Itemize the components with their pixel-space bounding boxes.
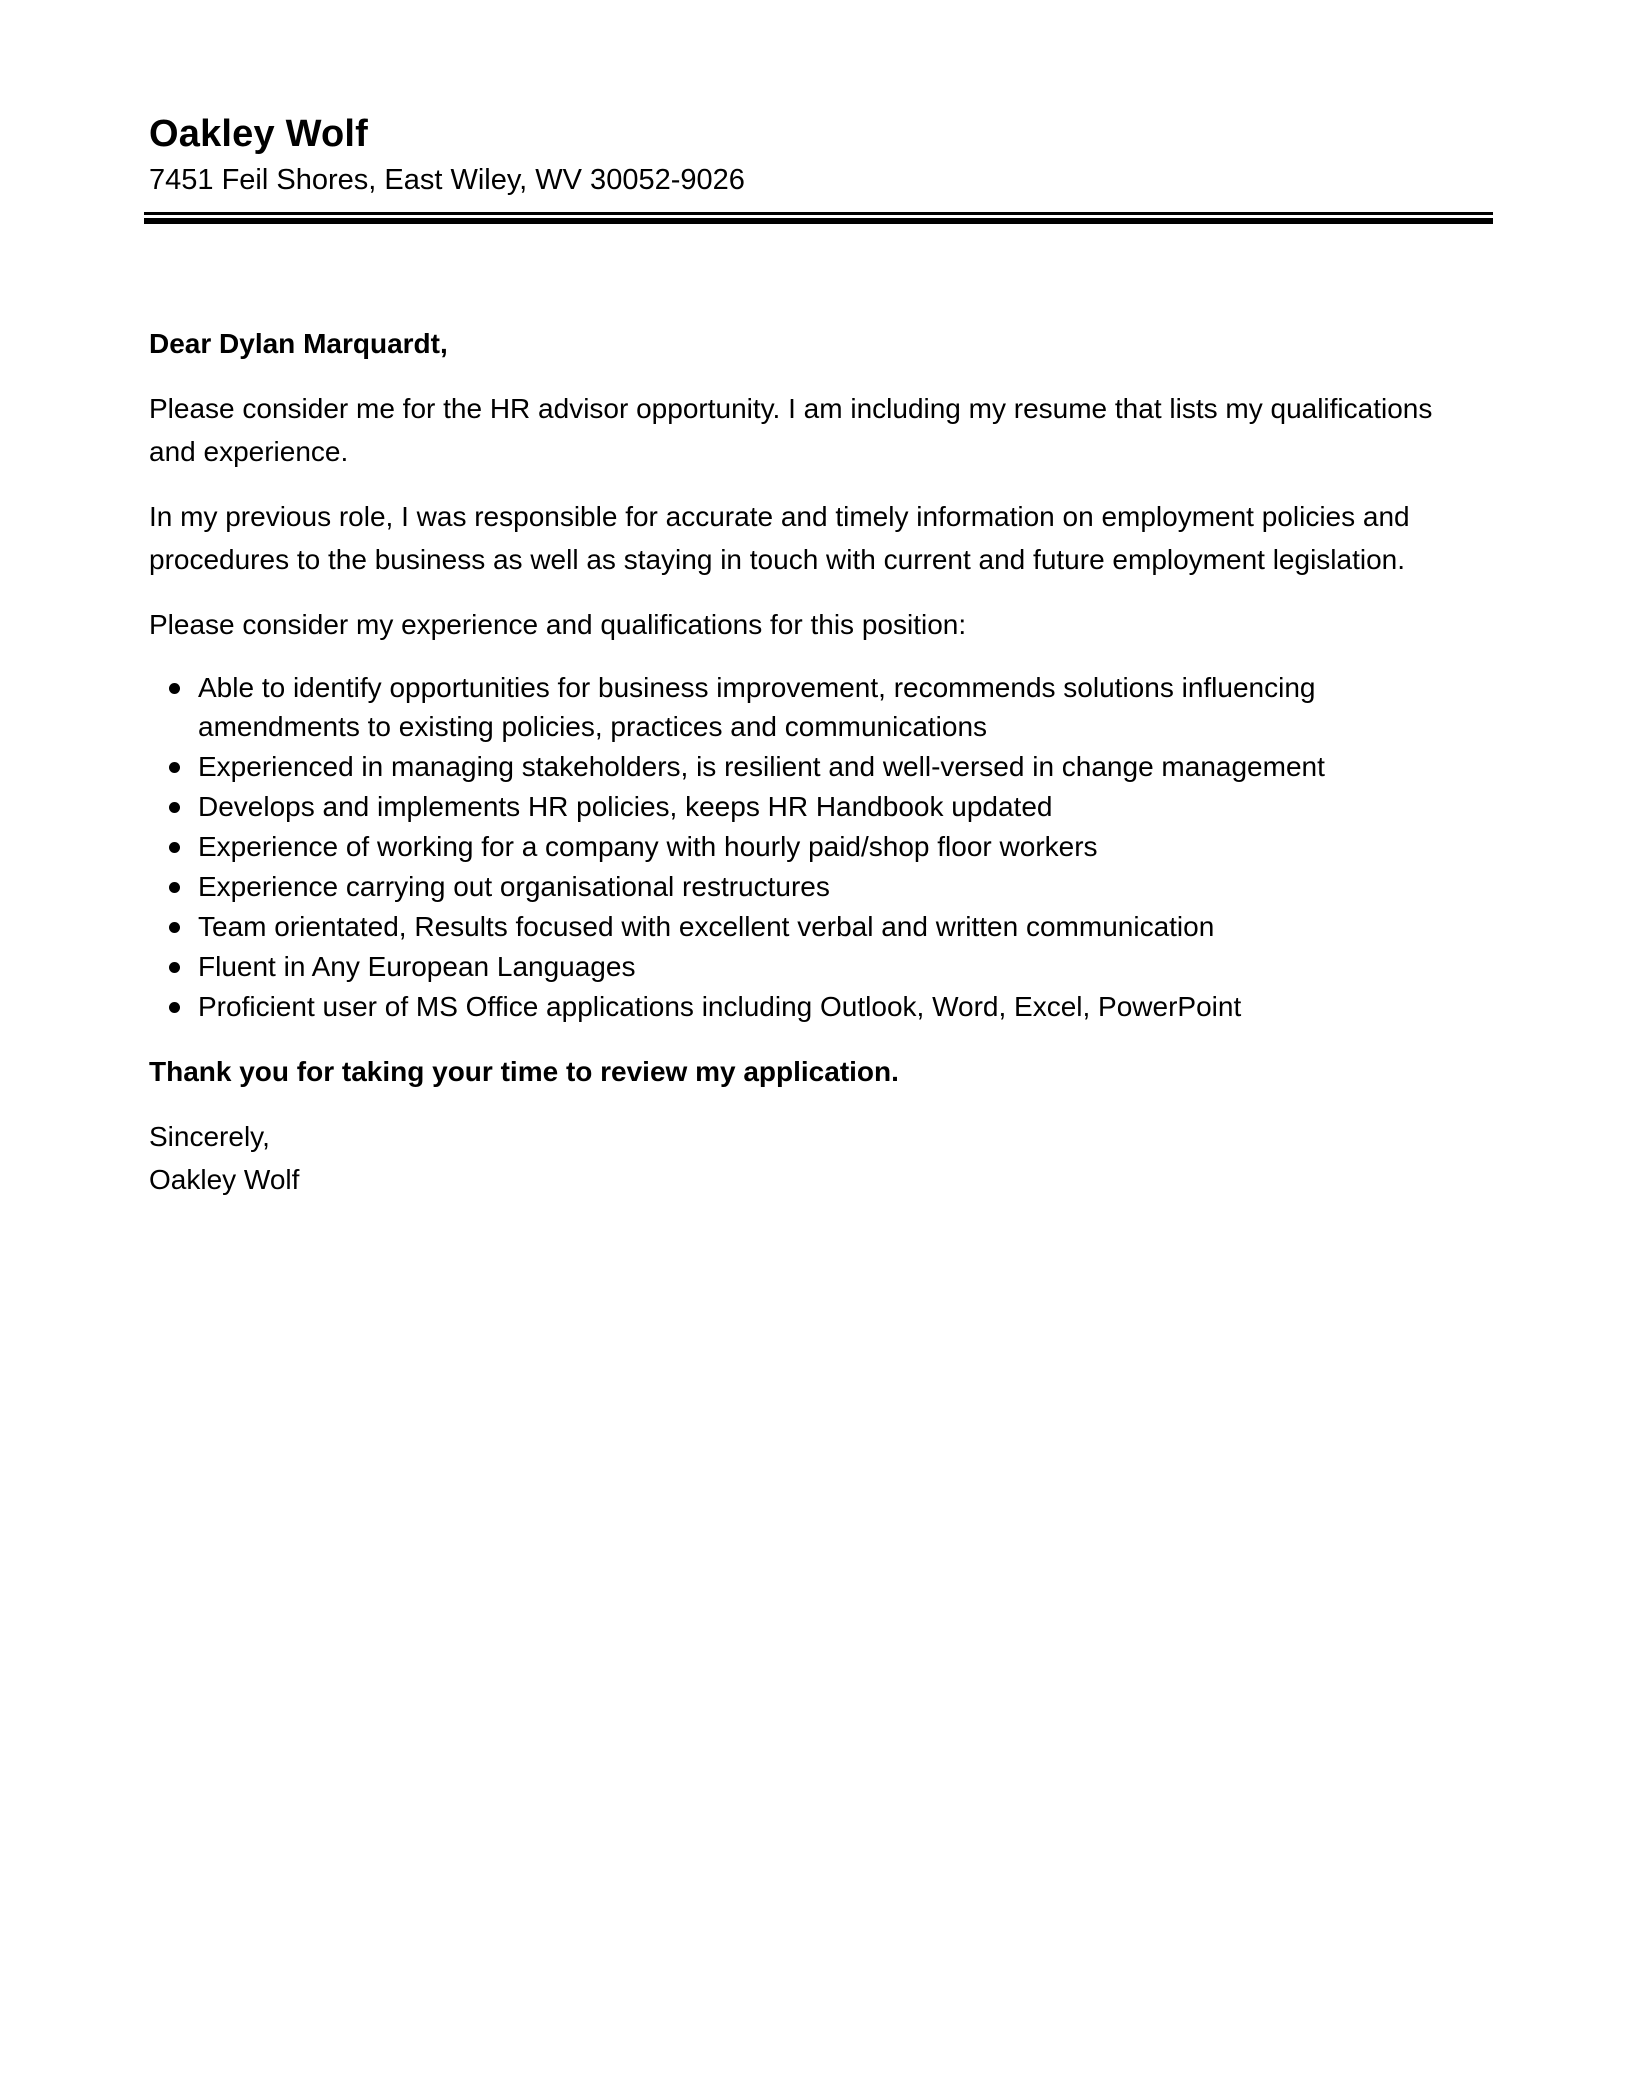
list-item: [149, 668, 1418, 746]
list-item-text: Fluent in Any European Languages: [198, 951, 636, 982]
list-item: [149, 747, 1418, 786]
header-divider: [144, 212, 1493, 224]
bullet-icon: [169, 762, 180, 773]
salutation: Dear Dylan Marquardt,: [149, 328, 448, 359]
letter-header: [149, 108, 1489, 200]
thanks-line: Thank you for taking your time to review my application.: [149, 1056, 899, 1087]
experience-paragraph: In my previous role, I was responsible for accurate and timely information on employment policies and procedures to the business as well as staying in touch with current and future employment legislation.: [149, 501, 1410, 575]
list-item: [149, 867, 1418, 906]
list-item-text: Team orientated, Results focused with excellent verbal and written communication: [198, 911, 1215, 942]
bullet-icon: [169, 683, 180, 694]
list-item-text: Experience of working for a company with hourly paid/shop floor workers: [198, 831, 1098, 862]
signature-name: Oakley Wolf: [149, 1164, 300, 1195]
list-item: [149, 827, 1418, 866]
list-item: [149, 947, 1418, 986]
sender-address: 7451 Feil Shores, East Wiley, WV 30052-9026: [149, 164, 745, 196]
list-item: [149, 787, 1418, 826]
bullet-icon: [169, 842, 180, 853]
list-item-text: Develops and implements HR policies, keeps HR Handbook updated: [198, 791, 1053, 822]
bullet-icon: [169, 802, 180, 813]
bullet-icon: [169, 922, 180, 933]
intro-paragraph: Please consider me for the HR advisor opportunity. I am including my resume that lists my qualifications and experience.: [149, 393, 1433, 467]
list-item: [149, 907, 1418, 946]
closing: Sincerely,: [149, 1121, 270, 1152]
bullet-icon: [169, 882, 180, 893]
letter-body: [149, 322, 1469, 1201]
sender-name: Oakley Wolf: [149, 113, 369, 155]
bullet-icon: [169, 962, 180, 973]
list-item: [149, 987, 1418, 1026]
divider-thick-line: [144, 218, 1493, 224]
list-item-text: Experienced in managing stakeholders, is resilient and well-versed in change management: [198, 751, 1325, 782]
qualifications-list: [149, 668, 1469, 1026]
list-item-text: Able to identify opportunities for business improvement, recommends solutions influencing amendments to existing policies, practices and communications: [198, 672, 1316, 742]
bullet-icon: [169, 1002, 180, 1013]
list-item-text: Experience carrying out organisational restructures: [198, 871, 830, 902]
qualifications-intro: Please consider my experience and qualifications for this position:: [149, 609, 967, 640]
list-item-text: Proficient user of MS Office applications including Outlook, Word, Excel, PowerPoint: [198, 991, 1242, 1022]
